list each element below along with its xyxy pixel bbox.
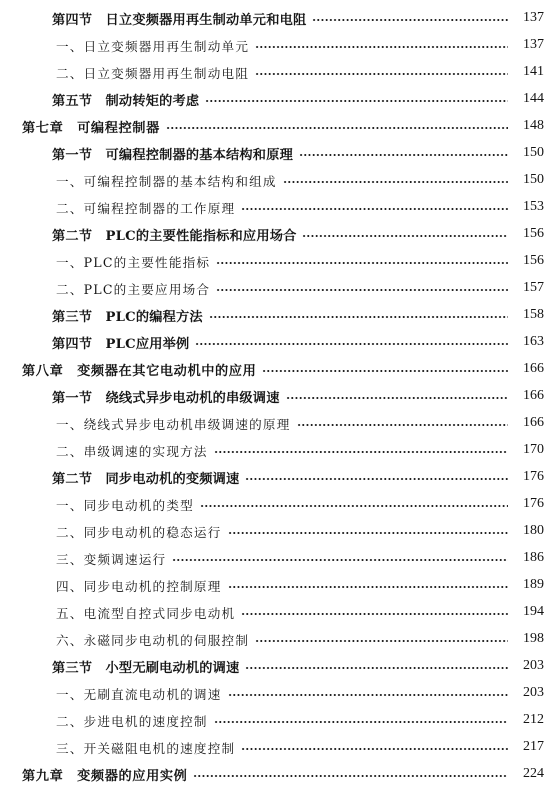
toc-entry-title: 二、日立变频器用再生制动电阻	[56, 65, 250, 81]
toc-entry-page: 158	[523, 307, 544, 322]
toc-entry	[0, 6, 559, 30]
toc-entry	[0, 600, 559, 624]
toc-entry-page: 144	[523, 91, 544, 106]
toc-entry-page: 170	[523, 442, 544, 457]
dot-leader	[241, 613, 508, 615]
toc-entry	[0, 357, 559, 381]
toc-entry-title: 六、永磁同步电动机的伺服控制	[56, 632, 250, 648]
toc-entry	[0, 627, 559, 651]
toc-entry-page: 203	[523, 685, 544, 700]
dot-leader	[166, 127, 508, 129]
toc-entry	[0, 330, 559, 354]
toc-entry-title: 一、绕线式异步电动机串级调速的原理	[56, 416, 291, 432]
toc-entry-page: 150	[523, 172, 544, 187]
toc-entry-page: 156	[523, 253, 544, 268]
toc-entry-page: 212	[523, 712, 544, 727]
toc-entry-title: 第三节 PLC的编程方法	[52, 309, 203, 325]
toc-entry-title: 第五节 制动转矩的考虑	[52, 93, 200, 109]
toc-entry-page: 153	[523, 199, 544, 214]
toc-entry	[0, 681, 559, 705]
toc-entry	[0, 114, 559, 138]
toc-entry-title: 第二节 PLC的主要性能指标和应用场合	[52, 228, 297, 244]
toc-entry-title: 第四节 日立变频器用再生制动单元和电阻	[52, 12, 307, 28]
toc-entry-title: 第一节 绕线式异步电动机的串级调速	[52, 390, 280, 406]
toc-entry	[0, 60, 559, 84]
toc-entry-title: 一、可编程控制器的基本结构和组成	[56, 173, 277, 189]
toc-entry-title: 第八章 变频器在其它电动机中的应用	[22, 363, 257, 379]
toc-entry-page: 194	[523, 604, 544, 619]
toc-entry-page: 166	[523, 388, 544, 403]
dot-leader	[214, 451, 508, 453]
toc-entry-page: 186	[523, 550, 544, 565]
toc-entry	[0, 87, 559, 111]
toc-entry-title: 二、步进电机的速度控制	[56, 713, 208, 729]
dot-leader	[228, 532, 508, 534]
toc-entry-title: 第二节 同步电动机的变频调速	[52, 471, 240, 487]
toc-entry-page: 141	[523, 64, 544, 79]
toc-entry-title: 第三节 小型无刷电动机的调速	[52, 660, 240, 676]
toc-entry	[0, 762, 559, 786]
toc-entry-page: 176	[523, 496, 544, 511]
dot-leader	[255, 73, 508, 75]
toc-entry-title: 一、日立变频器用再生制动单元	[56, 38, 250, 54]
toc-entry-title: 一、同步电动机的类型	[56, 497, 194, 513]
dot-leader	[228, 694, 508, 696]
toc-entry-page: 217	[523, 739, 544, 754]
toc-entry	[0, 519, 559, 543]
dot-leader	[241, 748, 508, 750]
dot-leader	[297, 424, 509, 426]
toc-entry	[0, 573, 559, 597]
toc-entry-title: 三、开关磁阻电机的速度控制	[56, 740, 236, 756]
toc-entry	[0, 735, 559, 759]
toc-entry-title: 第一节 可编程控制器的基本结构和原理	[52, 147, 293, 163]
toc-entry-page: 137	[523, 10, 544, 25]
toc-entry-page: 150	[523, 145, 544, 160]
toc-entry-page: 224	[523, 766, 544, 781]
toc-entry-page: 148	[523, 118, 544, 133]
toc-entry-page: 163	[523, 334, 544, 349]
dot-leader	[209, 316, 508, 318]
dot-leader	[283, 181, 508, 183]
toc-entry-page: 198	[523, 631, 544, 646]
dot-leader	[245, 667, 508, 669]
dot-leader	[255, 640, 508, 642]
dot-leader	[312, 19, 508, 21]
toc-entry	[0, 222, 559, 246]
toc-entry-page: 166	[523, 361, 544, 376]
toc-entry-title: 二、PLC的主要应用场合	[56, 281, 211, 297]
dot-leader	[216, 289, 508, 291]
toc-entry	[0, 546, 559, 570]
toc-entry	[0, 438, 559, 462]
toc-entry-page: 180	[523, 523, 544, 538]
dot-leader	[205, 100, 508, 102]
toc-entry-title: 四、同步电动机的控制原理	[56, 578, 222, 594]
toc-entry-title: 第四节 PLC应用举例	[52, 336, 190, 352]
toc-entry	[0, 492, 559, 516]
toc-entry	[0, 276, 559, 300]
toc-entry-page: 157	[523, 280, 544, 295]
toc-entry-page: 156	[523, 226, 544, 241]
dot-leader	[193, 775, 508, 777]
toc-entry	[0, 384, 559, 408]
toc-entry	[0, 168, 559, 192]
toc-entry-title: 一、PLC的主要性能指标	[56, 254, 211, 270]
toc-entry-title: 二、可编程控制器的工作原理	[56, 200, 236, 216]
toc-entry-page: 166	[523, 415, 544, 430]
toc-entry-title: 第七章 可编程控制器	[22, 120, 160, 136]
dot-leader	[245, 478, 508, 480]
dot-leader	[228, 586, 508, 588]
toc-entry	[0, 33, 559, 57]
toc-entry	[0, 411, 559, 435]
toc-entry-page: 176	[523, 469, 544, 484]
toc-entry	[0, 708, 559, 732]
dot-leader	[286, 397, 508, 399]
toc-entry	[0, 195, 559, 219]
dot-leader	[299, 154, 508, 156]
dot-leader	[214, 721, 508, 723]
toc-entry	[0, 141, 559, 165]
dot-leader	[302, 235, 508, 237]
toc-entry-title: 五、电流型自控式同步电动机	[56, 605, 236, 621]
toc-entry-page: 203	[523, 658, 544, 673]
dot-leader	[172, 559, 508, 561]
toc-entry	[0, 654, 559, 678]
toc-entry	[0, 465, 559, 489]
dot-leader	[241, 208, 508, 210]
toc-entry-title: 第九章 变频器的应用实例	[22, 768, 188, 784]
toc-entry-title: 二、串级调速的实现方法	[56, 443, 208, 459]
dot-leader	[255, 46, 508, 48]
toc-entry-title: 三、变频调速运行	[56, 551, 167, 567]
toc-entry	[0, 303, 559, 327]
dot-leader	[200, 505, 508, 507]
toc-entry-page: 189	[523, 577, 544, 592]
toc-entry-page: 137	[523, 37, 544, 52]
dot-leader	[216, 262, 508, 264]
dot-leader	[262, 370, 508, 372]
dot-leader	[195, 343, 508, 345]
toc-entry-title: 一、无刷直流电动机的调速	[56, 686, 222, 702]
toc-entry-title: 二、同步电动机的稳态运行	[56, 524, 222, 540]
toc-entry	[0, 249, 559, 273]
